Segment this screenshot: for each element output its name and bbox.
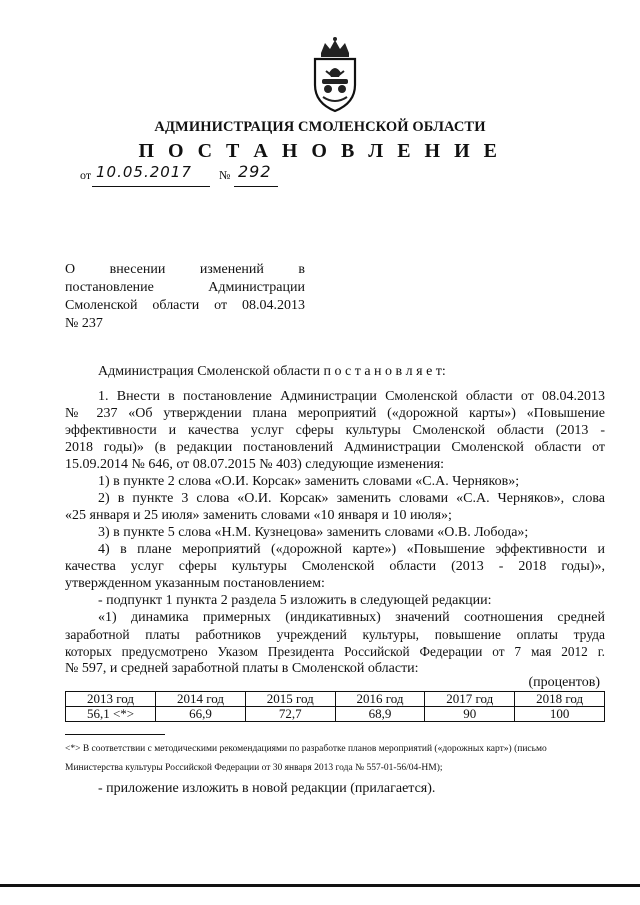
page-bottom-border: [0, 884, 640, 887]
table-cell: 68,9: [335, 707, 425, 722]
paragraph-1-line: эффективности и качества услуг сферы культуры Смоленской области (2013 -: [65, 423, 605, 438]
quote-line: которых предусмотрено Указом Президента Российской Федерации от 7 мая 2012 г.: [65, 644, 605, 659]
paragraph-1-line: 15.09.2014 № 646, от 08.07.2015 № 403) следующие изменения:: [65, 457, 445, 472]
quote-line: заработной платы работников учреждений культуры, повышение оплаты труда: [65, 627, 605, 642]
table-cell: 90: [425, 707, 515, 722]
date-prefix: от: [80, 168, 92, 182]
item-4-line: 4) в плане мероприятий («дорожной карте») «Повышение эффективности и: [98, 542, 605, 557]
item-3: 3) в пункте 5 слова «Н.М. Кузнецова» заменить словами «О.В. Лобода»;: [98, 525, 529, 540]
subject-line: № 237: [65, 316, 103, 331]
item-1: 1) в пункте 2 слова «О.И. Корсак» заменить словами «С.А. Черняков»;: [98, 474, 520, 489]
table-cell: 56,1 <*>: [66, 707, 156, 722]
item-2-line: 2) в пункте 3 слова «О.И. Корсак» заменить словами «С.А. Черняков», слова: [98, 491, 605, 506]
subject-line: Смоленской области от 08.04.2013: [65, 298, 305, 313]
table-row: [66, 707, 605, 722]
document-type-title: П О С Т А Н О В Л Е Н И Е: [138, 140, 502, 162]
paragraph-1-line: № 237 «Об утверждении плана мероприятий («дорожной карты») «Повышение: [65, 406, 605, 421]
item-4-line: утвержденном указанным постановлением:: [65, 576, 325, 591]
table-cell: 66,9: [156, 707, 246, 722]
subitem-line: - подпункт 1 пункта 2 раздела 5 изложить в следующей редакции:: [98, 593, 492, 608]
footnote-line: <*> В соответствии с методическими рекомендациями по разработке планов мероприятий («дорожных карт») (письмо: [65, 744, 547, 754]
footnote-divider: [65, 734, 165, 735]
table-cell: 100: [515, 707, 605, 722]
item-2-line: «25 января и 25 июля» заменить словами «10 января и 10 июля»;: [65, 508, 452, 523]
salary-ratio-table: [65, 691, 605, 722]
paragraph-1-line: 1. Внести в постановление Администрации Смоленской области от 08.04.2013: [98, 389, 605, 404]
number-prefix: №: [219, 168, 231, 182]
subject-line: постановление Администрации: [65, 280, 305, 295]
number-underline: [234, 186, 278, 187]
table-header-cell: 2017 год: [425, 692, 515, 707]
subject-line: О внесении изменений в: [65, 262, 305, 277]
table-header-cell: 2018 год: [515, 692, 605, 707]
closing-line: - приложение изложить в новой редакции (прилагается).: [98, 781, 436, 796]
date-number-line: [80, 168, 91, 183]
table-cell: 72,7: [245, 707, 335, 722]
date-value: 10.05.2017: [96, 163, 192, 181]
table-header-cell: 2015 год: [245, 692, 335, 707]
paragraph-1-line: 2018 годы)» (в редакции постановлений Администрации Смоленской области от: [65, 440, 605, 455]
quote-line: «1) динамика примерных (индикативных) значений соотношения средней: [98, 610, 605, 625]
table-header-row: [66, 692, 605, 707]
intro-line: Администрация Смоленской области п о с т а н о в л я е т:: [98, 364, 446, 379]
quote-line: № 597, и средней заработной платы в Смоленской области:: [65, 661, 419, 676]
table-units: (процентов): [528, 675, 600, 690]
date-underline: [92, 186, 210, 187]
organization-title: АДМИНИСТРАЦИЯ СМОЛЕНСКОЙ ОБЛАСТИ: [154, 119, 486, 135]
table-header-cell: 2013 год: [66, 692, 156, 707]
table-header-cell: 2014 год: [156, 692, 246, 707]
item-4-line: качества услуг сферы культуры Смоленской области (2013 - 2018 годы)»,: [65, 559, 605, 574]
number-value: 292: [238, 162, 272, 181]
table-header-cell: 2016 год: [335, 692, 425, 707]
subject-block: [65, 261, 305, 333]
footnote-line: Министерства культуры Российской Федерации от 30 января 2013 года № 557-01-56/04-НМ);: [65, 763, 443, 773]
coat-of-arms-emblem: [295, 35, 375, 115]
